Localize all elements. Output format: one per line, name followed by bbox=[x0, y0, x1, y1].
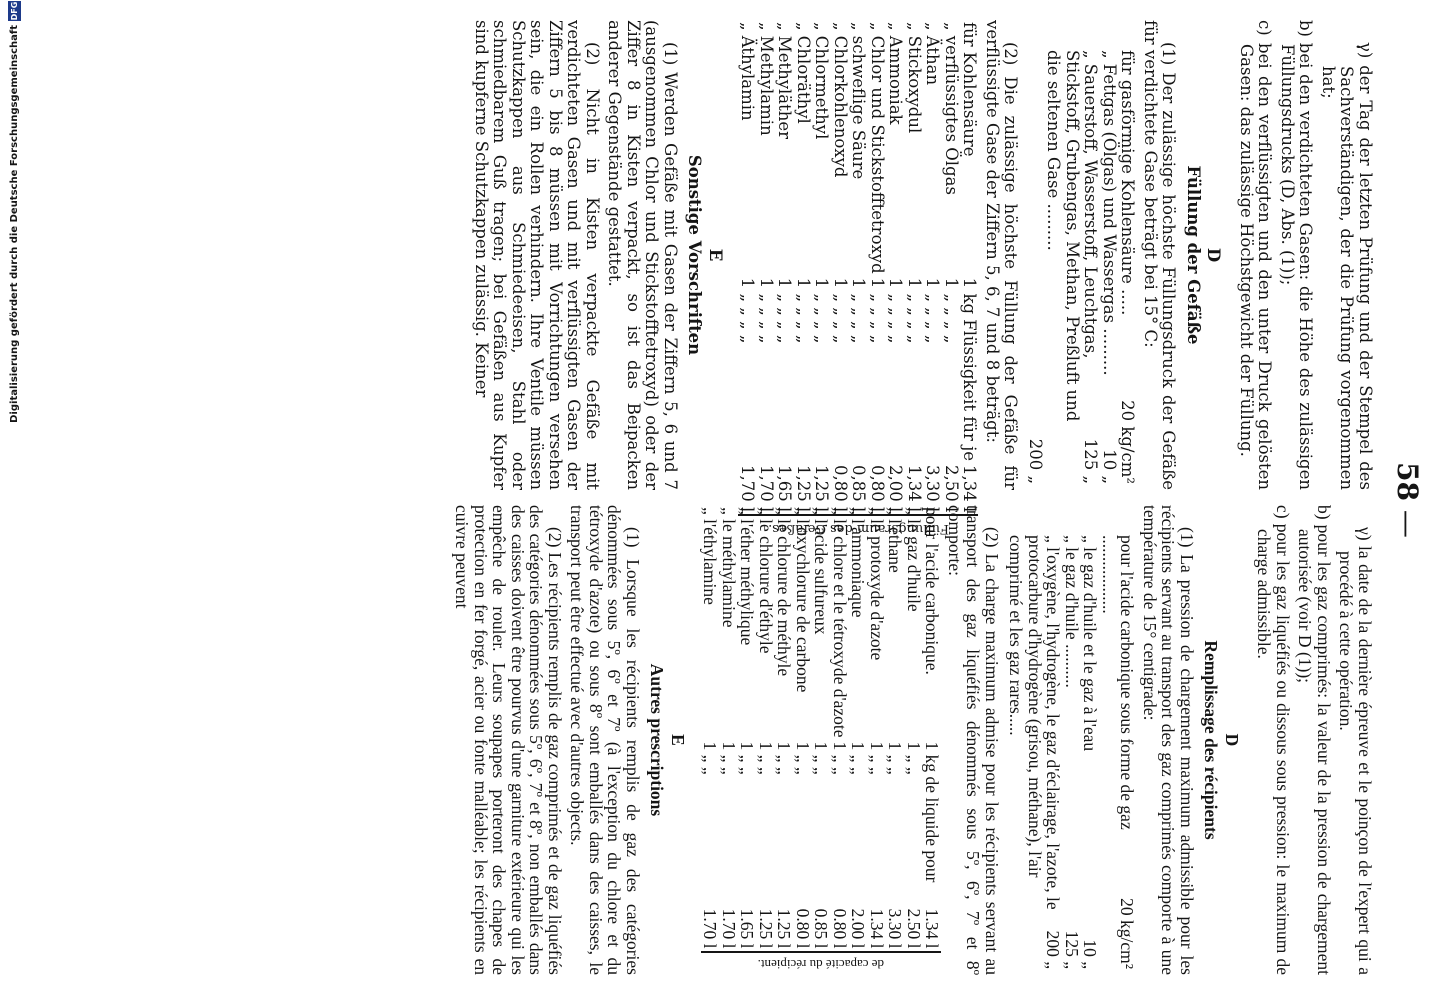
table-row bbox=[886, 20, 905, 539]
substance-name: „ l'ammoniaque bbox=[848, 507, 869, 618]
de-section-d-letter: D bbox=[1204, 247, 1224, 263]
de-d-para1: (1) Der zulässige höchste Füllungsdruck der Gefäße für verdichtete Gase beträgt bei 15° C: bbox=[1141, 20, 1179, 490]
fill-volume: 1.65 l bbox=[737, 908, 758, 949]
fr-intro-b: b) pour les gaz comprimés: la valeur de la pression de chargement autorisée (voir D (1)); bbox=[1295, 505, 1334, 975]
fr-e-para1: (1) Lorsque les récipients remplis de gaz des catégories dénommées sous 5º, 6º et 7º (à l'exception du chlore et du tétroxyde d'azote) ou sous 8º sont emballés dans des caisses, le transport peut être effectué avec d'autres objects. bbox=[567, 505, 643, 975]
substance-name: „ Äthylamin bbox=[738, 22, 758, 121]
fill-unit: 1 „ „ bbox=[700, 741, 721, 775]
table-row bbox=[942, 20, 961, 539]
fill-volume: 1,70 l bbox=[757, 465, 776, 513]
fill-unit: 1 „ „ bbox=[756, 741, 776, 775]
substance-name: „ Chlor und Stickstofftetroxyd bbox=[868, 22, 887, 274]
substance-name: „ Methylamin bbox=[757, 22, 776, 136]
table-row bbox=[831, 20, 850, 539]
fill-unit: 1 „ „ „ „ bbox=[923, 277, 943, 344]
fill-volume: 3.30 l bbox=[885, 908, 906, 949]
table-row bbox=[849, 20, 868, 539]
de-section-d-title: Füllung der Gefäße bbox=[1184, 165, 1203, 345]
fill-unit: 1 „ „ bbox=[885, 741, 906, 775]
de-section-e-title: Sonstige Vorschriften bbox=[685, 154, 705, 356]
fill-volume: 1,25 l bbox=[794, 465, 813, 513]
substance-name: „ l'éthane bbox=[885, 507, 906, 573]
fill-unit: 1 „ „ „ „ bbox=[794, 277, 813, 344]
table-row bbox=[849, 505, 868, 975]
table-row bbox=[775, 505, 794, 975]
table-row bbox=[775, 20, 794, 539]
table-side-label: de capacité du récipient. bbox=[701, 952, 942, 976]
fill-volume: 1.34 l bbox=[922, 908, 943, 949]
substance-name: „ le chlorure d'éthyle bbox=[756, 507, 776, 654]
fr-section-d-title: Remplissage des récipients bbox=[1201, 640, 1222, 840]
fill-unit: 1 „ „ bbox=[904, 741, 924, 775]
fill-unit: 1 „ „ „ „ bbox=[886, 277, 906, 344]
table-row bbox=[757, 20, 776, 539]
de-intro-gamma: γ) der Tag der letzten Prüfung und der Stempel des Sachverständigen, der die Prüfung vorgenommen hat; bbox=[1319, 42, 1375, 490]
fill-volume: 2.50 l bbox=[904, 908, 924, 949]
fill-unit: 1 „ „ bbox=[793, 741, 813, 775]
de-d-para2: (2) Die zulässige höchste Füllung der Gefäße für verflüssigte Gase der Ziffern 5, 6, 7 und 8 beträgt: bbox=[983, 20, 1021, 490]
fill-volume: 1.25 l bbox=[756, 908, 776, 949]
substance-name: „ l'éther méthylique bbox=[737, 507, 758, 646]
fill-unit: 1 kg de liquide pour bbox=[922, 741, 943, 883]
fill-unit: 1 kg Flüssigkeit für je bbox=[960, 277, 980, 462]
fill-unit: 1 „ „ bbox=[737, 741, 758, 775]
fill-unit: 1 „ „ „ „ bbox=[775, 277, 795, 344]
fr-d-para2: (2) La charge maximum admise pour les récipients servant au transport des gaz liquéfiés dénommés sous 5º, 6º, 7º et 8º comporte: bbox=[945, 505, 1002, 975]
table-row bbox=[757, 505, 776, 975]
fill-volume: 1,70 l bbox=[738, 465, 758, 513]
fill-unit: 1 „ „ „ „ bbox=[738, 277, 758, 344]
substance-name: für Kohlensäure bbox=[960, 22, 980, 157]
substance-name: „ Methyläther bbox=[775, 22, 795, 140]
substance-name: „ le protoxyde d'azote bbox=[867, 507, 887, 661]
value-row: „ Sauerstoff, Wasserstoff, Leuchtgas, Stickstoff, Grubengas, Methan, Preßluft und die seltenen Gase ......... 125 „ bbox=[1044, 50, 1101, 484]
fill-volume: 1.25 l bbox=[774, 908, 795, 949]
fill-volume: 2.00 l bbox=[848, 908, 869, 949]
fill-volume: 0,85 l bbox=[849, 465, 869, 513]
table-row bbox=[886, 505, 905, 975]
value-row: pour l'acide carbonique sous forme de gaz .................. 20 kg/cm² bbox=[1099, 535, 1138, 969]
french-column bbox=[449, 505, 1374, 975]
table-row bbox=[868, 505, 887, 975]
fill-volume: 0.80 l bbox=[830, 908, 850, 949]
fill-unit: 1 „ „ bbox=[830, 741, 850, 775]
fill-unit: 1 „ „ bbox=[867, 741, 887, 775]
table-row bbox=[923, 505, 942, 975]
fr-section-d-letter: D bbox=[1222, 733, 1242, 747]
dfg-logo: DFG bbox=[9, 1, 19, 21]
table-row bbox=[923, 20, 942, 539]
substance-name: „ l'acide sulfureux bbox=[811, 507, 832, 635]
substance-name: „ verflüssigtes Ölgas bbox=[942, 22, 961, 195]
table-row bbox=[794, 505, 813, 975]
value-row: 200 „ bbox=[1026, 438, 1045, 484]
value-row: „ le gaz d'huile et le gaz à l'eau 10 „ bbox=[1080, 535, 1101, 969]
fill-volume: 0,80 l bbox=[831, 465, 850, 513]
de-section-e-letter: E bbox=[706, 248, 725, 262]
fr-e-para2: (2) Les récipients remplis de gaz comprimés et de gaz liquéfiés des catégories dénommées sous 5º, 6º, 7º et 8º, non emballés dans des caisses doivent être pourvus d'une garniture extérieure qui les empêche de rouler. Leurs soupapes porteront des chapes de protection en fer forgé, acier ou fonte malléable; les récipients en cuivre peuvent bbox=[452, 505, 565, 975]
fill-volume: 2,50 l bbox=[942, 465, 961, 513]
fill-volume: 1,25 l bbox=[812, 465, 832, 513]
fill-volume: 3,30 l bbox=[923, 465, 943, 513]
substance-name: „ schweflige Säure bbox=[849, 22, 869, 180]
de-intro-b: b) bei den verdichteten Gasen: die Höhe des zulässigen Füllungsdrucks (D, Abs. (1)); bbox=[1278, 20, 1316, 490]
fr-section-e-title: Autres prescriptions bbox=[647, 663, 668, 817]
de-intro-c: c) bei den verflüssigten und den unter Druck gelösten Gasen: das zulässige Höchstgewicht der Füllung. bbox=[1237, 20, 1275, 490]
table-row bbox=[738, 505, 757, 975]
fill-unit: 1 „ „ bbox=[719, 741, 739, 775]
substance-name: „ Ammoniak bbox=[886, 22, 906, 125]
table-side-label: Füllungsraum des Gefäßes. bbox=[738, 515, 979, 539]
de-pressure-values bbox=[1026, 50, 1137, 490]
table-row bbox=[720, 505, 739, 975]
fill-unit: 1 „ „ „ „ bbox=[905, 277, 924, 344]
fill-volume: 1.70 l bbox=[700, 908, 721, 949]
substance-name: „ le méthylamine bbox=[719, 507, 739, 628]
table-row bbox=[738, 20, 757, 539]
fr-intro-gamma: γ) la date de la dernière épreuve et le poinçon de l'expert qui a procédé à cette opération. bbox=[1336, 527, 1375, 975]
fill-volume: 0,80 l bbox=[868, 465, 887, 513]
substance-name: „ Chlorkohlenoxyd bbox=[831, 22, 850, 178]
fill-volume: 1.70 l bbox=[719, 908, 739, 949]
substance-name: „ le chlorure de méthyle bbox=[774, 507, 795, 677]
fill-unit: 1 „ „ „ „ bbox=[831, 277, 850, 344]
de-e-para1: (1) Werden Gefäße mit Gasen der Ziffern 5, 6 und 7 (ausgenommen Chlor und Stickstofftetroxyd) oder der Ziffer 8 in Kisten verpackt, so ist das Beipacken anderer Gegenstände gestattet. bbox=[605, 20, 680, 490]
table-row bbox=[831, 505, 850, 975]
fill-volume: 1,34 l bbox=[960, 465, 980, 513]
substance-name: „ Chlormethyl bbox=[812, 22, 832, 140]
table-row bbox=[960, 20, 979, 539]
substance-name: „ Stickoxydul bbox=[905, 22, 924, 134]
fill-volume: 1.34 l bbox=[867, 908, 887, 949]
fr-d-para1: (1) La pression de chargement maximum admissible pour les récipients servant au transport des gaz comprimés comporte à une température de 15° centigrade: bbox=[1140, 505, 1197, 975]
substance-name: „ Chloräthyl bbox=[794, 22, 813, 124]
fill-volume: 1,65 l bbox=[775, 465, 795, 513]
substance-name: „ l'oxychlorure de carbone bbox=[793, 507, 813, 693]
fr-section-e-letter: E bbox=[668, 734, 688, 746]
fill-volume: 0.80 l bbox=[793, 908, 813, 949]
substance-name: pour l'acide carbonique. bbox=[922, 507, 943, 675]
fill-volume: 1,34 l bbox=[905, 465, 924, 513]
fill-volume: 2,00 l bbox=[886, 465, 906, 513]
table-row bbox=[868, 20, 887, 539]
table-row bbox=[905, 505, 924, 975]
fill-volume: 0.85 l bbox=[811, 908, 832, 949]
fill-unit: 1 „ „ bbox=[774, 741, 795, 775]
de-e-para2: (2) Nicht in Kisten verpackte Gefäße mit verdichteten Gasen und mit verflüssigten Gasen der Ziffern 5 bis 8 müssen mit Vorrichtungen versehen sein, die ein Rollen verhindern. Ihre Ventile müssen Schutzkappen aus Schmiedeeisen, Stahl oder schmiedbarem Guß tragen; bei Gefäßen aus Kupfer sind kupferne Schutzkappen zulässig. Keiner bbox=[472, 20, 602, 490]
fill-unit: 1 „ „ „ „ bbox=[942, 277, 961, 344]
fr-pressure-values bbox=[1007, 535, 1137, 975]
value-row: „ l'oxygène, l'hydrogène, le gaz d'éclairage, l'azote, le protocarbure d'hydrogène (grisou, méthane), l'air comprimé et les gaz rares..... 200 „ bbox=[1006, 535, 1064, 969]
substance-name: „ Äthan bbox=[923, 22, 943, 86]
table-row bbox=[905, 20, 924, 539]
substance-name: „ le chlore et le tétroxyde d'azote bbox=[830, 507, 850, 738]
fill-unit: 1 „ „ bbox=[848, 741, 869, 775]
fill-unit: 1 „ „ „ „ bbox=[849, 277, 869, 344]
table-row bbox=[812, 505, 831, 975]
value-row: für gasförmige Kohlensäure ..... 20 kg/cm² bbox=[1118, 50, 1138, 484]
substance-name: „ l'éthylamine bbox=[700, 507, 721, 605]
fr-intro-c: c) pour les gaz liquéfiés ou dissous sous pression: le maximum de charge admissible. bbox=[1254, 505, 1293, 975]
table-row bbox=[812, 20, 831, 539]
table-row bbox=[794, 20, 813, 539]
footer-text: Digitalisierung gefördert durch die Deutsche Forschungsgemeinschaft bbox=[8, 25, 20, 423]
fill-unit: 1 „ „ „ „ bbox=[868, 277, 887, 344]
substance-name: „ le gaz d'huile bbox=[904, 507, 924, 612]
fill-unit: 1 „ „ „ „ bbox=[812, 277, 832, 344]
value-row: „ le gaz d'huile .......... 125 „ bbox=[1062, 535, 1082, 969]
fr-fill-table bbox=[701, 505, 942, 975]
value-row: „ Fettgas (Ölgas) und Wassergas ......... 10 „ bbox=[1100, 50, 1119, 484]
fill-unit: 1 „ „ „ „ bbox=[757, 277, 776, 344]
de-fill-table bbox=[738, 20, 979, 539]
fill-unit: 1 „ „ bbox=[811, 741, 832, 775]
table-row bbox=[701, 505, 720, 975]
german-column bbox=[468, 20, 1375, 536]
page-number: 58 — bbox=[1391, 0, 1424, 1000]
